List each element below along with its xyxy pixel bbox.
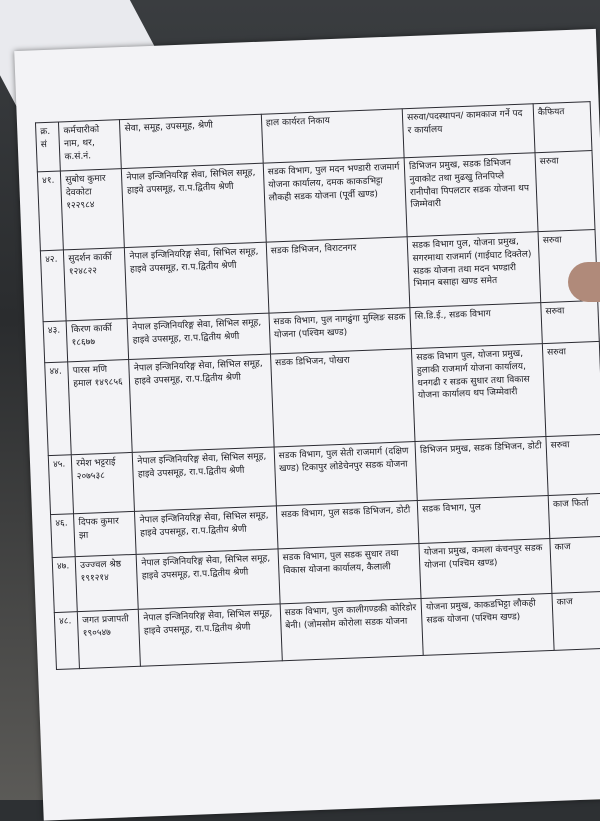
cell-current-office: सडक डिभिजन, पोखरा bbox=[270, 349, 415, 447]
header-current-office: हाल कार्यरत निकाय bbox=[261, 109, 404, 163]
cell-service: नेपाल इन्जिनियरिङ्ग सेवा, सिभिल समूह, हाइवे उपसमूह, रा.प.द्वितीय श्रेणी bbox=[129, 354, 274, 452]
cell-remark: काज फिर्ता bbox=[548, 493, 600, 538]
cell-remark: काज bbox=[550, 536, 600, 593]
cell-new-post: सडक विभाग पुल, योजना प्रमुख, सगरमाथा राजमार्ग (गाईघाट दिक्तेल) सडक योजना तथा मदन भण्डारी भिमान बसाहा खण्ड समेत bbox=[407, 232, 540, 308]
cell-remark: सरुवा bbox=[541, 300, 600, 343]
cell-new-post: डिभिजन प्रमुख, सडक डिभिजन, डोटी bbox=[415, 437, 548, 501]
cell-serial: ४२. bbox=[40, 250, 66, 322]
transfer-table bbox=[35, 101, 600, 670]
cell-remark: सरुवा bbox=[538, 230, 598, 303]
cell-current-office: सडक विभाग, पुल नागढुंगा मुग्लिङ सडक योजना (पश्चिम खण्ड) bbox=[269, 308, 412, 354]
cell-new-post: डिभिजन प्रमुख, सडक डिभिजन नुवाकोट तथा मुढखु तिनपिप्ले रानीपौवा पिपलटार सडक योजना थप जिम्मेवारी bbox=[404, 153, 538, 237]
cell-current-office: सडक विभाग, पुल मदन भण्डारी राजमार्ग योजना कार्यालय, दमक काकडभिट्टा लौकही सडक योजना (पूर्वी खण्ड) bbox=[263, 158, 407, 242]
cell-remark: सरुवा bbox=[542, 341, 600, 436]
cell-new-post: सडक विभाग, पुल bbox=[417, 496, 549, 544]
cell-name: किरण कार्की १८६७७ bbox=[66, 319, 129, 362]
cell-name: पारस मणि हमाल १४९८५६ bbox=[68, 359, 133, 454]
cell-serial: ४४. bbox=[45, 362, 72, 456]
cell-serial: ४६. bbox=[51, 514, 76, 558]
cell-service: नेपाल इन्जिनियरिङ्ग सेवा, सिभिल समूह, हाइवे उपसमूह, रा.प.द्वितीय श्रेणी bbox=[139, 604, 282, 666]
cell-new-post: सडक विभाग पुल, योजना प्रमुख, हुलाकी राजमार्ग योजना कार्यालय, धनगढी र सडक सुधार तथा विकास योजना कार्यालय थप जिम्मेवारी bbox=[412, 344, 546, 442]
cell-current-office: सडक विभाग, पुल सेती राजमार्ग (दक्षिण खण्ड) टिकापुर लोडेचेनपुर सडक योजना bbox=[274, 442, 418, 506]
cell-name: रमेश भट्टराई २०७५३८ bbox=[71, 452, 134, 513]
finger-holding-paper bbox=[568, 262, 600, 302]
cell-current-office: सडक डिभिजन, विराटनगर bbox=[266, 237, 410, 313]
cell-serial: ४७. bbox=[52, 557, 77, 613]
cell-service: नेपाल इन्जिनियरिङ्ग सेवा, सिभिल समूह, हाइवे उपसमूह, रा.प.द्वितीय श्रेणी bbox=[137, 549, 280, 609]
cell-name: सुदर्शन कार्की १२४८२२ bbox=[64, 248, 128, 321]
cell-name: जगत प्रजापती १९०५४७ bbox=[77, 609, 140, 668]
header-service: सेवा, समूह, उपसमूह, श्रेणी bbox=[120, 114, 263, 168]
header-new-post: सरुवा/पदस्थापन/ कामकाज गर्ने पद र कार्यालय bbox=[402, 104, 535, 158]
cell-serial: ४५. bbox=[48, 455, 73, 515]
cell-new-post: योजना प्रमुख, काकडभिट्टा लौकही सडक योजना (पश्चिम खण्ड) bbox=[421, 593, 554, 655]
cell-new-post: योजना प्रमुख, कमला कंचनपुर सडक योजना (पश्चिम खण्ड) bbox=[419, 538, 552, 598]
cell-current-office: सडक विभाग, पुल कालीगण्डकी कोरिडोर बेनी। (जोमसोम कोरोला सडक योजना bbox=[280, 598, 423, 660]
cell-name: दिपक कुमार झा bbox=[74, 511, 137, 556]
cell-serial: ४८. bbox=[54, 612, 79, 670]
cell-current-office: सडक विभाग, पुल सडक डिभिजन, डोटी bbox=[276, 501, 419, 549]
header-name: कर्मचारीको नाम, थर, क.सं.नं. bbox=[59, 120, 122, 171]
cell-remark: सरुवा bbox=[546, 434, 600, 495]
header-serial: क्र.सं bbox=[35, 122, 60, 172]
cell-remark: काज bbox=[552, 591, 600, 650]
cell-remark: सरुवा bbox=[535, 151, 595, 232]
cell-name: उज्ज्वल श्रेष्ठ १९१२१४ bbox=[75, 554, 138, 611]
cell-service: नेपाल इन्जिनियरिङ्ग सेवा, सिभिल समूह, हाइवे उपसमूह, रा.प.द्वितीय श्रेणी bbox=[122, 163, 266, 247]
cell-serial: ४३. bbox=[43, 321, 68, 363]
cell-service: नेपाल इन्जिनियरिङ्ग सेवा, सिभिल समूह, हाइवे उपसमूह, रा.प.द्वितीय श्रेणी bbox=[127, 313, 270, 359]
cell-service: नेपाल इन्जिनियरिङ्ग सेवा, सिभिल समूह, हाइवे उपसमूह, रा.प.द्वितीय श्रेणी bbox=[133, 447, 277, 511]
document-page bbox=[14, 29, 600, 821]
cell-new-post: सि.डि.ई., सडक विभाग bbox=[410, 303, 542, 349]
cell-serial: ४१. bbox=[37, 171, 63, 251]
cell-service: नेपाल इन्जिनियरिङ्ग सेवा, सिभिल समूह, हाइवे उपसमूह, रा.प.द्वितीय श्रेणी bbox=[125, 242, 269, 318]
cell-name: सुबोध कुमार देवकोटा १२२९८४ bbox=[61, 169, 125, 250]
cell-current-office: सडक विभाग, पुल सडक सुधार तथा विकास योजना कार्यालय, कैलाली bbox=[278, 543, 421, 603]
header-remark: कैफियत bbox=[533, 102, 592, 153]
cell-service: नेपाल इन्जिनियरिङ्ग सेवा, सिभिल समूह, हाइवे उपसमूह, रा.प.द्वितीय श्रेणी bbox=[135, 506, 278, 554]
